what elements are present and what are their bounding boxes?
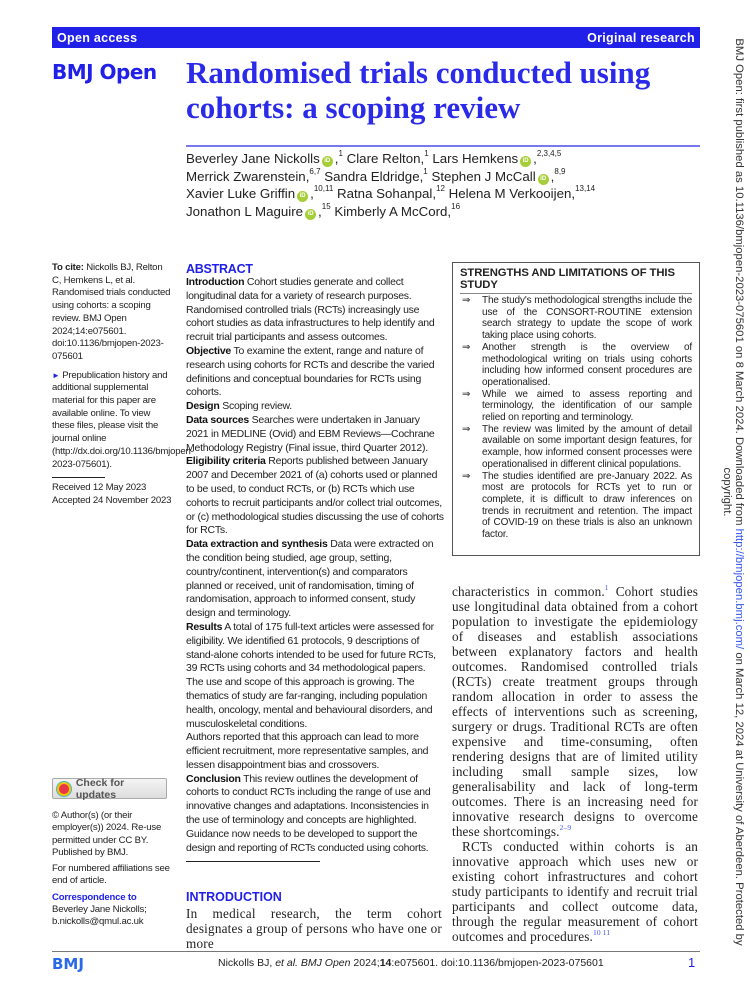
abstract-section-label: Data extraction and synthesis	[186, 538, 328, 551]
affiliation-number: 13,14	[575, 184, 596, 193]
orcid-icon[interactable]: iD	[520, 156, 531, 167]
strengths-list	[460, 295, 692, 541]
strength-item	[460, 342, 692, 389]
paragraph	[452, 839, 698, 944]
author: Lars Hemkens	[432, 151, 519, 166]
author: Xavier Luke Griffin	[186, 186, 296, 201]
abstract-section	[186, 345, 444, 400]
article-type-label: Original research	[587, 30, 695, 45]
bmj-logo: BMJ	[52, 955, 84, 973]
abstract-section-label: Results	[186, 620, 223, 633]
footer-year: 2024;	[350, 957, 380, 969]
journal-logo: BMJ Open	[52, 60, 157, 84]
abstract-section-label: Introduction	[186, 276, 245, 288]
author: Stephen J McCall	[431, 168, 536, 184]
affiliation-number: 15	[321, 201, 331, 211]
footer-volume: 14	[379, 957, 392, 969]
abstract-heading: ABSTRACT	[186, 262, 253, 276]
orcid-icon[interactable]: iD	[538, 174, 549, 185]
author: Sandra Eldridge	[324, 168, 420, 184]
prepub-text[interactable]: Prepublication history and additional supplemental material for this paper are available online. To view these files, please visit the journal online (http://dx.doi.org/10.1136/bmjopen-2023-075601).	[52, 369, 194, 470]
affiliations-note: For numbered affiliations see end of article.	[52, 863, 170, 887]
abstract-section	[186, 455, 444, 538]
affiliation-number: 1	[423, 166, 428, 176]
footer-doi: :e075601. doi:10.1136/bmjopen-2023-075601	[391, 957, 604, 969]
abstract-section-label: Design	[186, 400, 220, 413]
affiliation-number: 6,7	[309, 166, 321, 176]
arrow-icon: ⇒	[462, 388, 471, 400]
reference-link[interactable]: 10 11	[592, 928, 611, 937]
header-bar	[52, 27, 700, 48]
orcid-icon[interactable]: iD	[322, 156, 333, 167]
abstract-section	[186, 731, 444, 772]
strengths-heading: STRENGTHS AND LIMITATIONS OF THIS STUDY	[460, 267, 692, 294]
affiliation-number: 10,11	[313, 184, 334, 193]
strength-item	[460, 295, 692, 342]
affiliation-number: 1	[424, 149, 429, 158]
strength-text: The study's methodological strengths include the use of the CONSORT-ROUTINE extension search strategy to update the scope of work taking place using cohorts.	[482, 295, 692, 342]
abstract-sections	[186, 276, 444, 855]
prepub-note	[52, 369, 194, 472]
abstract-section	[186, 414, 444, 455]
crossmark-icon	[57, 782, 71, 796]
correspondence-label: Correspondence to	[52, 891, 137, 903]
author: Jonathon L Maguire	[186, 203, 304, 219]
author: Merrick Zwarenstein	[186, 168, 306, 184]
strength-text: Another strength is the overview of methodological writing on trials using cohorts including how informed consent procedures are operationalised.	[482, 341, 692, 388]
download-notice	[721, 17, 745, 967]
cite-text: Nickolls BJ, Relton C, Hemkens L, et al. Randomised trials conducted using cohorts: a scoping review. BMJ Open 2024;14:e075601. doi:10.1136/bmjopen-2023-075601	[52, 262, 171, 362]
author: Ratna Sohanpal	[336, 186, 433, 201]
author-line: Merrick Zwarenstein,$^{6,7}$ Sandra Eldridge,$^1$ Stephen J McCall iD ,$^{8,9}$	[186, 166, 566, 184]
author: Beverley Jane Nickolls	[186, 151, 320, 166]
abstract-section-label: Data sources	[186, 413, 249, 426]
abstract-section-text: To examine the extent, range and nature of research using cohorts for RCTs and describe the varied definitions and conceptual boundaries for RCTs using cohorts.	[186, 344, 435, 399]
strength-item	[460, 389, 692, 424]
page-number: 1	[688, 955, 696, 970]
title-divider	[186, 145, 700, 147]
received-date: Received 12 May 2023	[52, 482, 147, 494]
body-text	[452, 584, 698, 944]
orcid-icon[interactable]: iD	[297, 191, 308, 202]
strengths-limitations-box	[452, 262, 700, 556]
abstract-divider	[186, 861, 320, 862]
affiliation-number: 8,9	[554, 166, 566, 176]
abstract-section-text: Searches were undertaken in January 2021 in MEDLINE (Ovid) and EBM Reviews—Cochrane Methodology Registry (Final issue, third Quarter 2012).	[186, 413, 435, 454]
strength-item	[460, 471, 692, 541]
abstract	[186, 262, 444, 862]
abstract-section-text: Reports published between January 2007 and December 2021 of (a) cohorts used or planned to be used, to conduct RCTs, or (b) RCTs which use cohorts to recruit participants and/or collect trial outcomes, or (c) methodological studies discussing the use of cohorts for RCTs.	[186, 455, 444, 537]
affiliation-number: 1	[338, 149, 343, 158]
affiliation-number: 2,3,4,5	[536, 149, 562, 158]
abstract-section-text: Scoping review.	[222, 400, 292, 413]
abstract-section-text: A total of 175 full-text articles were assessed for eligibility. We identified 61 protocols, 9 descriptions of stand-alone cohorts intended to be used for future RCTs, 39 RCTs using cohorts and 34 methodological papers. The use and scope of this approach is growing. The thematics of study are far-ranging, including population health, oncology, mental and behavioural disorders, and musculoskeletal conditions.	[186, 620, 436, 730]
cite-label: To cite:	[52, 262, 84, 273]
affiliation-number: 12	[436, 184, 445, 193]
affiliation-number: 16	[451, 201, 461, 211]
footer-etal: et al. BMJ Open	[275, 957, 351, 969]
abstract-section	[186, 400, 444, 414]
strength-text: The studies identified are pre-January 2022. As most are protocols for RCTs yet to run or complete, it is difficult to draw inferences on trends in recruitment and retention. The impact of COVID-19 on these trials is also an unknown factor.	[482, 470, 692, 541]
abstract-section	[186, 276, 444, 345]
paragraph	[452, 584, 698, 839]
author: Helena M Verkooijen	[448, 186, 572, 201]
abstract-section	[186, 621, 444, 731]
author: Kimberly A McCord	[334, 203, 448, 219]
introduction-heading: INTRODUCTION	[186, 890, 282, 904]
abstract-section-text: Authors reported that this approach can lead to more efficient recruitment, more representative samples, and lessen disappointment bias and crossovers.	[186, 731, 429, 771]
footer-divider	[52, 951, 700, 952]
abstract-section-text: Data were extracted on the condition being studied, age group, setting, country/continent, intervention(s) and comparators planned or received, unit of randomisation, timing of randomisation, approach to informed consent, study design and terminology.	[186, 538, 434, 620]
abstract-section-label: Eligibility criteria	[186, 455, 266, 468]
correspondence-email[interactable]: b.nickolls@qmul.ac.uk	[52, 916, 144, 928]
introduction-text: In medical research, the term cohort designates a group of persons who have one or more	[186, 906, 442, 951]
strength-item	[460, 424, 692, 471]
divider	[52, 477, 105, 478]
correspondence-name: Beverley Jane Nickolls;	[52, 904, 147, 916]
author: Clare Relton	[346, 151, 421, 166]
reference-link[interactable]: 1	[604, 583, 609, 592]
author-list	[186, 150, 700, 220]
cite-block	[52, 262, 174, 364]
abstract-section-text: This review outlines the development of cohorts to conduct RCTs including the range of use and innovative changes and adaptations. Inconsistencies in the use of terminology and concepts are highlighted. Guidance now needs to be developed to support the design and reporting of RCTs conducted using cohorts.	[186, 772, 431, 854]
text-span: RCTs conducted within cohorts is an innovative approach which uses new or existing cohort infrastructures and cohort study participants to identify and recruit trial participants and collect outcome data, through the regular measurement of cohort outcomes and procedures.	[452, 839, 698, 944]
open-access-label: Open access	[57, 30, 138, 45]
arrow-icon: ⇒	[462, 423, 471, 435]
text-span: Cohort studies use longitudinal data obtained from a cohort population to investigate the epidemiology of diseases and establish associations between explanatory factors and health outcomes. Randomised controlled trials (RCTs) create treatment groups through random allocation in order to assess the effects of interventions such as screening, surgery or drugs. Traditional RCTs are often expensive and time-consuming, often rendering designs that are of limited utility including small sample sizes, low generalisability and lack of long-term outcomes. There is an increasing need for innovative research designs to overcome these shortcomings.	[452, 584, 698, 839]
check-for-updates-button[interactable]	[52, 778, 167, 799]
author-line: Beverley Jane Nickolls iD ,$^1$ Clare Relton,$^1$ Lars Hemkens iD ,$^{2,3,4,5}$	[186, 149, 562, 166]
author-line: Jonathon L Maguire iD ,$^{15}$ Kimberly A McCord,$^{16}$	[186, 201, 461, 219]
text-span: characteristics in common.	[452, 584, 605, 599]
sidebar	[52, 262, 194, 508]
abstract-section-label: Objective	[186, 344, 232, 357]
author-line: Xavier Luke Griffin iD ,$^{10,11}$ Ratna Sohanpal,$^{12}$ Helena M Verkooijen,$^{13,14}$	[186, 184, 596, 201]
copyright-note: © Author(s) (or their employer(s)) 2024. Re-use permitted under CC BY. Published by BMJ.	[52, 810, 162, 858]
arrow-icon: ⇒	[462, 295, 471, 306]
article-title: Randomised trials conducted using cohorts: a scoping review	[186, 55, 651, 125]
introduction	[186, 890, 442, 951]
notice-text: on March 12, 2024 at University of Aberdeen. Protected by copyright.	[721, 467, 745, 946]
footer-citation	[218, 957, 604, 969]
reference-link[interactable]: 2–9	[559, 823, 572, 832]
triangle-right-icon: ►	[52, 370, 60, 380]
accepted-date: Accepted 24 November 2023	[52, 494, 172, 506]
sidebar-lower	[52, 810, 174, 929]
footer-authors: Nickolls BJ,	[218, 957, 276, 969]
abstract-section-label: Conclusion	[186, 772, 241, 785]
abstract-section-text: Cohort studies generate and collect longitudinal data for a variety of research purposes. Randomised controlled trials (RCTs) increasingly use cohort studies as data infrastructures to help identify and recruit trial participants and assess outcomes.	[186, 276, 435, 344]
check-for-updates-label: Check for updates	[75, 776, 125, 801]
notice-text: BMJ Open: first published as 10.1136/bmjopen-2023-075601 on 8 March 2024. Downloaded from	[733, 38, 745, 529]
strength-text: The review was limited by the amount of detail available on some important design features, for example, how informed consent processes were operationalised in different clinical populations.	[482, 423, 692, 470]
abstract-section	[186, 538, 444, 621]
journal-link[interactable]: http://bmjopen.bmj.com/	[733, 528, 745, 650]
arrow-icon: ⇒	[462, 470, 471, 482]
orcid-icon[interactable]: iD	[305, 209, 316, 220]
arrow-icon: ⇒	[462, 341, 471, 353]
strength-text: While we aimed to assess reporting and terminology, the identification of our sample relied on reporting and terminology.	[482, 388, 692, 424]
abstract-section	[186, 773, 444, 856]
